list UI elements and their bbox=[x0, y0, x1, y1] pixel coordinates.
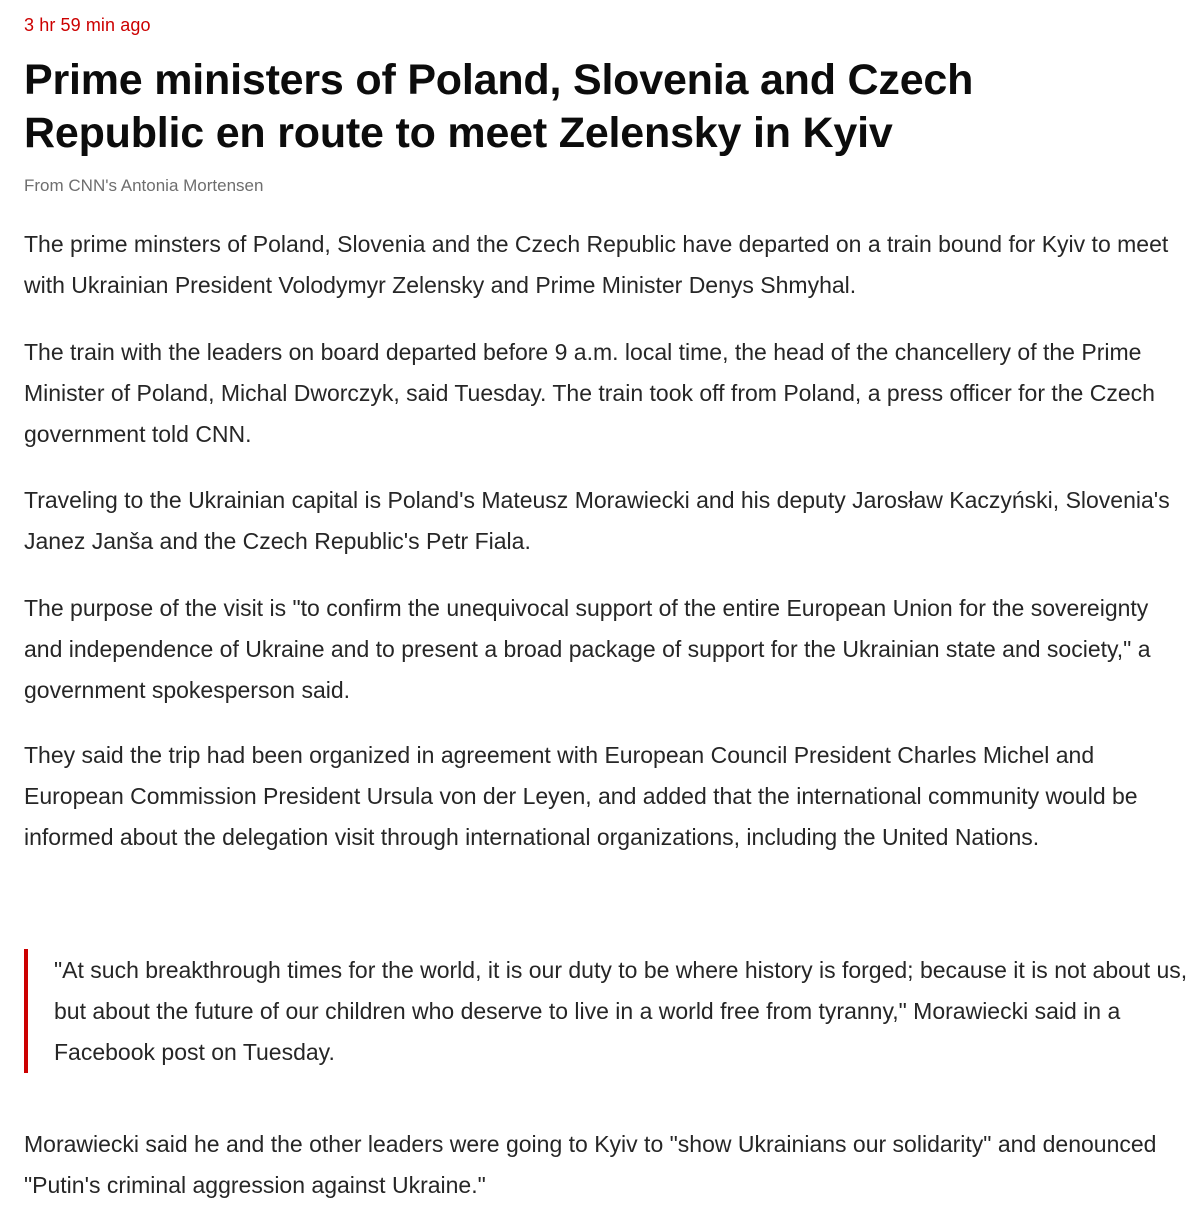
body-paragraph: Morawiecki said he and the other leaders were going to Kyiv to "show Ukrainians our solidarity" and denounced "Putin's criminal aggression against Ukraine." bbox=[24, 1131, 1157, 1198]
post-byline: From CNN's Antonia Mortensen bbox=[24, 176, 264, 195]
body-paragraph: The purpose of the visit is "to confirm the unequivocal support of the entire European Union for the sovereignty and independence of Ukraine and to present a broad package of support for the Ukrainian state and society," a government spokesperson said. bbox=[24, 595, 1151, 703]
pull-quote-text: "At such breakthrough times for the world, it is our duty to be where history is forged; because it is not about us, but about the future of our children who deserve to live in a world free from tyranny," Morawiecki said in a Facebook post on Tuesday. bbox=[54, 957, 1188, 1065]
body-paragraph: Traveling to the Ukrainian capital is Poland's Mateusz Morawiecki and his deputy Jarosław Kaczyński, Slovenia's Janez Janša and the Czech Republic's Petr Fiala. bbox=[24, 487, 1170, 554]
pull-quote bbox=[24, 949, 1189, 1073]
post-headline: Prime ministers of Poland, Slovenia and Czech Republic en route to meet Zelensky in Kyiv bbox=[24, 56, 974, 157]
body-paragraph: The train with the leaders on board departed before 9 a.m. local time, the head of the chancellery of the Prime Minister of Poland, Michal Dworczyk, said Tuesday. The train took off from Poland, a press officer for the Czech government told CNN. bbox=[24, 339, 1155, 447]
body-paragraph: The prime minsters of Poland, Slovenia and the Czech Republic have departed on a train bound for Kyiv to meet with Ukrainian President Volodymyr Zelensky and Prime Minister Denys Shmyhal. bbox=[24, 231, 1169, 298]
post-timestamp: 3 hr 59 min ago bbox=[24, 15, 151, 35]
body-paragraph: They said the trip had been organized in agreement with European Council President Charles Michel and European Commission President Ursula von der Leyen, and added that the international community would be informed about the delegation visit through international organizations, including the United Nations. bbox=[24, 742, 1138, 850]
